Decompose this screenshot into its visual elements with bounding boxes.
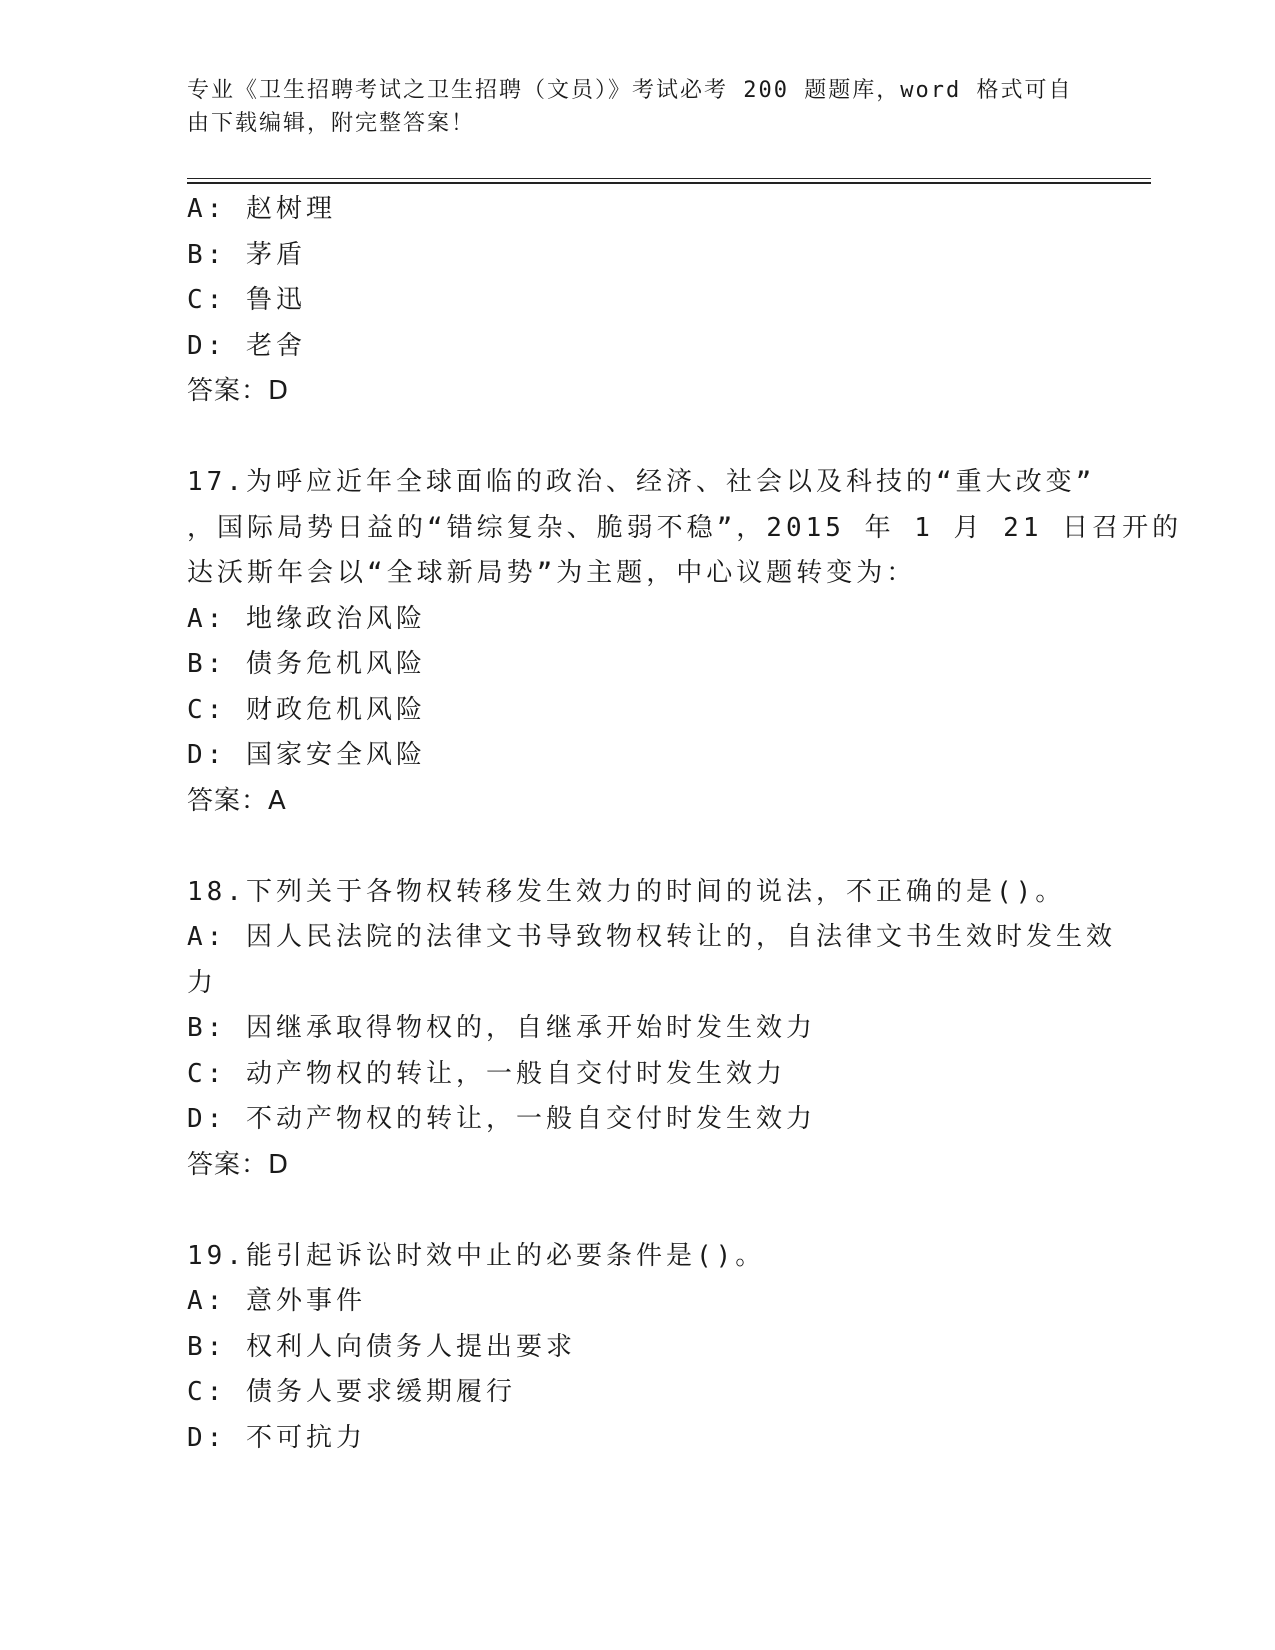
spacer <box>187 1188 1087 1234</box>
option-a: A: 赵树理 <box>187 194 336 224</box>
question-16-continued <box>187 187 1087 415</box>
option-b: B: 权利人向债务人提出要求 <box>187 1331 576 1362</box>
spacer <box>187 415 1087 461</box>
question-18 <box>187 870 1116 1189</box>
question-list <box>187 187 1183 1461</box>
question-text-line: ，国际局势日益的“错综复杂、脆弱不稳”，2015 年 1 月 21 日召开的 <box>187 512 1183 543</box>
question-text-line: 17.为呼应近年全球面临的政治、经济、社会以及科技的“重大改变” <box>187 467 1096 497</box>
option-d: D: 老舍 <box>187 330 306 361</box>
option-a: A: 因人民法院的法律文书导致物权转让的，自法律文书生效时发生效 <box>187 922 1116 952</box>
option-c: C: 财政危机风险 <box>187 694 426 725</box>
answer-line: 答案：D <box>187 376 290 406</box>
option-a: A: 地缘政治风险 <box>187 603 426 634</box>
option-a: A: 意外事件 <box>187 1286 366 1316</box>
header-line-1: 专业《卫生招聘考试之卫生招聘（文员）》考试必考 200 题题库，word 格式可自 <box>187 78 1073 103</box>
header-divider-thin <box>187 178 1151 179</box>
spacer <box>187 824 1087 870</box>
question-text-line: 19.能引起诉讼时效中止的必要条件是()。 <box>187 1240 766 1271</box>
option-d: D: 不动产物权的转让，一般自交付时发生效力 <box>187 1104 816 1134</box>
answer-line: 答案：A <box>187 785 287 816</box>
option-b: B: 茅盾 <box>187 239 306 270</box>
option-b: B: 债务危机风险 <box>187 649 426 679</box>
document-header <box>187 74 1087 140</box>
header-line-2: 由下载编辑，附完整答案！ <box>187 111 476 136</box>
answer-line: 答案：D <box>187 1149 290 1180</box>
option-d: D: 国家安全风险 <box>187 740 426 770</box>
option-c: C: 鲁迅 <box>187 285 306 315</box>
question-text-line: 18.下列关于各物权转移发生效力的时间的说法，不正确的是()。 <box>187 876 1066 907</box>
question-19 <box>187 1234 1087 1462</box>
option-b: B: 因继承取得物权的，自继承开始时发生效力 <box>187 1013 816 1043</box>
question-17 <box>187 460 1183 824</box>
option-d: D: 不可抗力 <box>187 1422 366 1453</box>
question-text-line: 达沃斯年会以“全球新局势”为主题，中心议题转变为： <box>187 558 917 588</box>
header-divider-thick <box>187 182 1151 184</box>
option-a-continued: 力 <box>187 967 218 998</box>
option-c: C: 动产物权的转让，一般自交付时发生效力 <box>187 1058 786 1089</box>
option-c: C: 债务人要求缓期履行 <box>187 1377 516 1407</box>
